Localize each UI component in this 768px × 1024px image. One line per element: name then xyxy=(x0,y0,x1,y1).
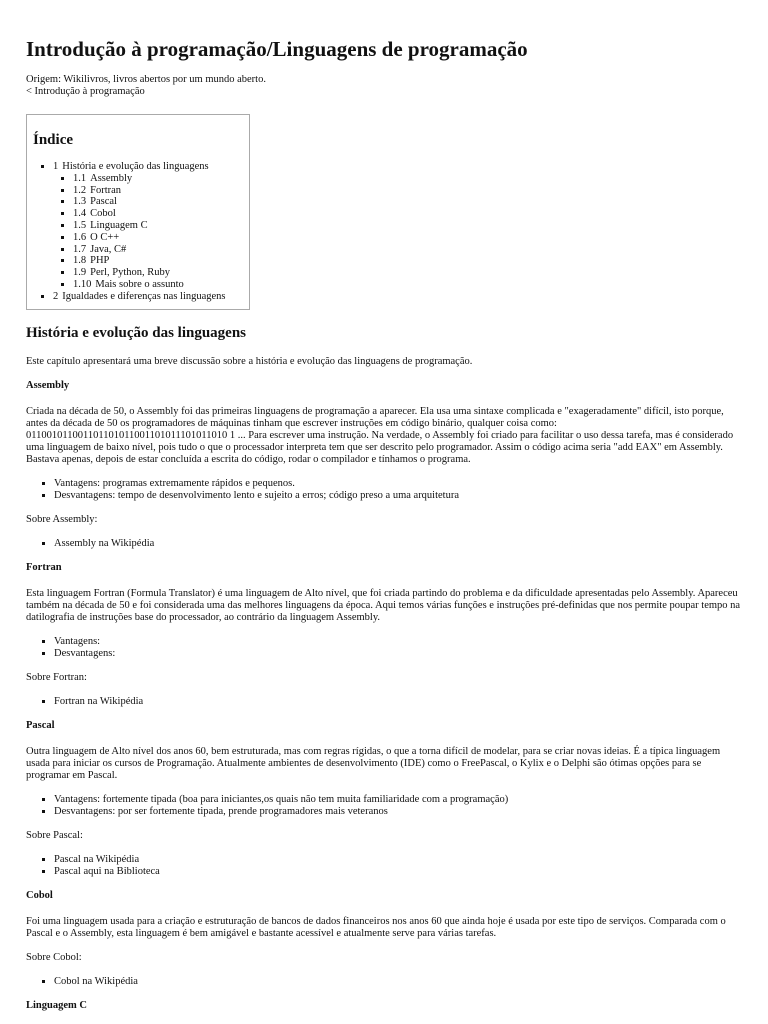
toc-label: Java, C# xyxy=(90,243,127,255)
toc-number: 1.8 xyxy=(73,255,87,267)
toc-label: Perl, Python, Ruby xyxy=(90,267,171,279)
toc-number: 1.1 xyxy=(73,172,87,184)
toc-item-1-5[interactable] xyxy=(73,220,243,232)
page-title: Introdução à programação/Linguagens de programação xyxy=(26,37,528,61)
pascal-about: Sobre Pascal: xyxy=(26,829,83,841)
toc-label: Pascal xyxy=(90,196,117,208)
list-item: ▪ Desvantagens: tempo de desenvolvimento lento e sujeito a erros; código preso a uma arquitetura xyxy=(54,490,742,502)
toc-number: 1.5 xyxy=(73,219,87,231)
toc-item-1-1[interactable] xyxy=(73,173,243,185)
toc-label: Igualdades e diferenças nas linguagens xyxy=(62,290,226,302)
toc-label: PHP xyxy=(90,255,110,267)
toc-number: 1.6 xyxy=(73,231,87,243)
toc-item-1-8[interactable] xyxy=(73,255,243,267)
fortran-text: Esta linguagem Fortran (Formula Translator) é uma linguagem de Alto nível, que foi criada partindo do problema e da dificuldade apresentadas pelo Assembly. Apareceu também na década de 50 e foi considerada uma das melhores linguagens da época. Aqui temos várias funções e instruções pré-definidas que nos permite poupar tempo na datilografia de instruções base do processador, ao contrário da linguagem Assembly. xyxy=(26,587,741,623)
toc-title: Índice xyxy=(33,132,74,148)
table-of-contents xyxy=(26,114,250,310)
toc-number: 2 xyxy=(53,290,59,302)
pascal-library-link[interactable]: ▪ Pascal aqui na Biblioteca xyxy=(54,866,742,878)
section-heading-historia: História e evolução das linguagens xyxy=(26,324,247,341)
cobol-text: Foi uma linguagem usada para a criação e estruturação de bancos de dados financeiros nos anos 60 que ainda hoje é usada por este tipo de serviços. Comparada com o Pascal e o Assembly, esta linguagem é bem amigável e bastante acessível e atualmente serve para várias tarefas. xyxy=(26,915,726,939)
pascal-pros-cons xyxy=(26,794,742,818)
assembly-pros-cons xyxy=(26,478,742,502)
fortran-wikipedia-link[interactable]: ▪ Fortran na Wikipédia xyxy=(54,696,742,708)
pascal-text: Outra linguagem de Alto nível dos anos 60, bem estruturada, mas com regras rígidas, o que a torna difícil de modelar, para se criar novas ideias. É a típica linguagem usada para iniciar os cursos de Programação. Atualmente ambientes de desenvolvimento (IDE) como o FreePascal, o Kylix e o Delphi são ótimas opções para se programar em Pascal. xyxy=(26,745,721,781)
list-item: ▪ Vantagens: xyxy=(54,636,742,648)
cobol-about: Sobre Cobol: xyxy=(26,951,82,963)
toc-item-1-4[interactable] xyxy=(73,208,243,220)
assembly-links xyxy=(26,538,742,550)
assembly-text: Criada na década de 50, o Assembly foi das primeiras linguagens de programação a aparecer. Ela usa uma sintaxe complicada e "exageradamente" difícil, isto porque, antes da década de 50 os programadores de máquinas tinham que escrever instruções em código binário, qualquer coisa como: 011001011001101101011001101011101011010 1 ... Para escrever uma instrução. Na verdade, o Assembly foi criado para facilitar o uso dessa tarefa, mas é considerado uma linguagem de baixo nível, pois tudo o que o processador interpreta tem que ser descrito pelo programador. Assim o código acima seria "add EAX" em Assembly. Bastava apenas, depois de estar concluída a escrita do código, rodar o compilador e tínhamos o programa. xyxy=(26,405,734,465)
toc-label: Fortran xyxy=(90,184,122,196)
toc-number: 1 xyxy=(53,161,59,172)
cobol-wikipedia-link[interactable]: ▪ Cobol na Wikipédia xyxy=(54,976,742,988)
toc-item-1[interactable] xyxy=(53,161,243,291)
subheading-fortran: Fortran xyxy=(26,561,62,573)
list-item: ▪ Desvantagens: xyxy=(54,648,742,660)
list-item: ▪ Vantagens: fortemente tipada (boa para iniciantes,os quais não tem muita familiaridade com a programação) xyxy=(54,794,742,806)
toc-item-1-9[interactable] xyxy=(73,267,243,279)
back-link[interactable]: < Introdução à programação xyxy=(26,86,145,97)
toc-number: 1.10 xyxy=(73,278,92,290)
toc-number: 1.4 xyxy=(73,208,87,220)
toc-item-1-2[interactable] xyxy=(73,185,243,197)
toc-number: 1.7 xyxy=(73,243,87,255)
pascal-wikipedia-link[interactable]: ▪ Pascal na Wikipédia xyxy=(54,854,742,866)
toc-list xyxy=(33,161,243,303)
subheading-cobol: Cobol xyxy=(26,889,53,901)
toc-label: Assembly xyxy=(90,172,133,184)
pascal-links xyxy=(26,854,742,878)
toc-number: 1.2 xyxy=(73,184,87,196)
assembly-about: Sobre Assembly: xyxy=(26,513,98,525)
cobol-links xyxy=(26,976,742,988)
section-intro: Este capítulo apresentará uma breve discussão sobre a história e evolução das linguagens de programação. xyxy=(26,355,473,367)
toc-label: Mais sobre o assunto xyxy=(95,278,184,290)
toc-item-1-10[interactable] xyxy=(73,279,243,291)
toc-label: História e evolução das linguagens xyxy=(62,161,209,172)
toc-label: Linguagem C xyxy=(90,219,148,231)
list-item: ▪ Vantagens: programas extremamente rápidos e pequenos. xyxy=(54,478,742,490)
assembly-wikipedia-link[interactable]: ▪ Assembly na Wikipédia xyxy=(54,538,742,550)
toc-item-2[interactable] xyxy=(53,291,243,303)
toc-item-1-7[interactable] xyxy=(73,244,243,256)
fortran-pros-cons xyxy=(26,636,742,660)
subheading-assembly: Assembly xyxy=(26,379,70,391)
fortran-links xyxy=(26,696,742,708)
toc-item-1-6[interactable] xyxy=(73,232,243,244)
toc-item-1-3[interactable] xyxy=(73,196,243,208)
list-item: ▪ Desvantagens: por ser fortemente tipada, prende programadores mais veteranos xyxy=(54,806,742,818)
toc-label: O C++ xyxy=(90,231,120,243)
subheading-linguagem-c: Linguagem C xyxy=(26,999,87,1011)
fortran-about: Sobre Fortran: xyxy=(26,671,87,683)
origin-text: Origem: Wikilivros, livros abertos por um mundo aberto. xyxy=(26,74,266,85)
toc-number: 1.3 xyxy=(73,196,87,208)
subheading-pascal: Pascal xyxy=(26,719,55,731)
toc-number: 1.9 xyxy=(73,267,87,279)
toc-label: Cobol xyxy=(90,208,116,220)
